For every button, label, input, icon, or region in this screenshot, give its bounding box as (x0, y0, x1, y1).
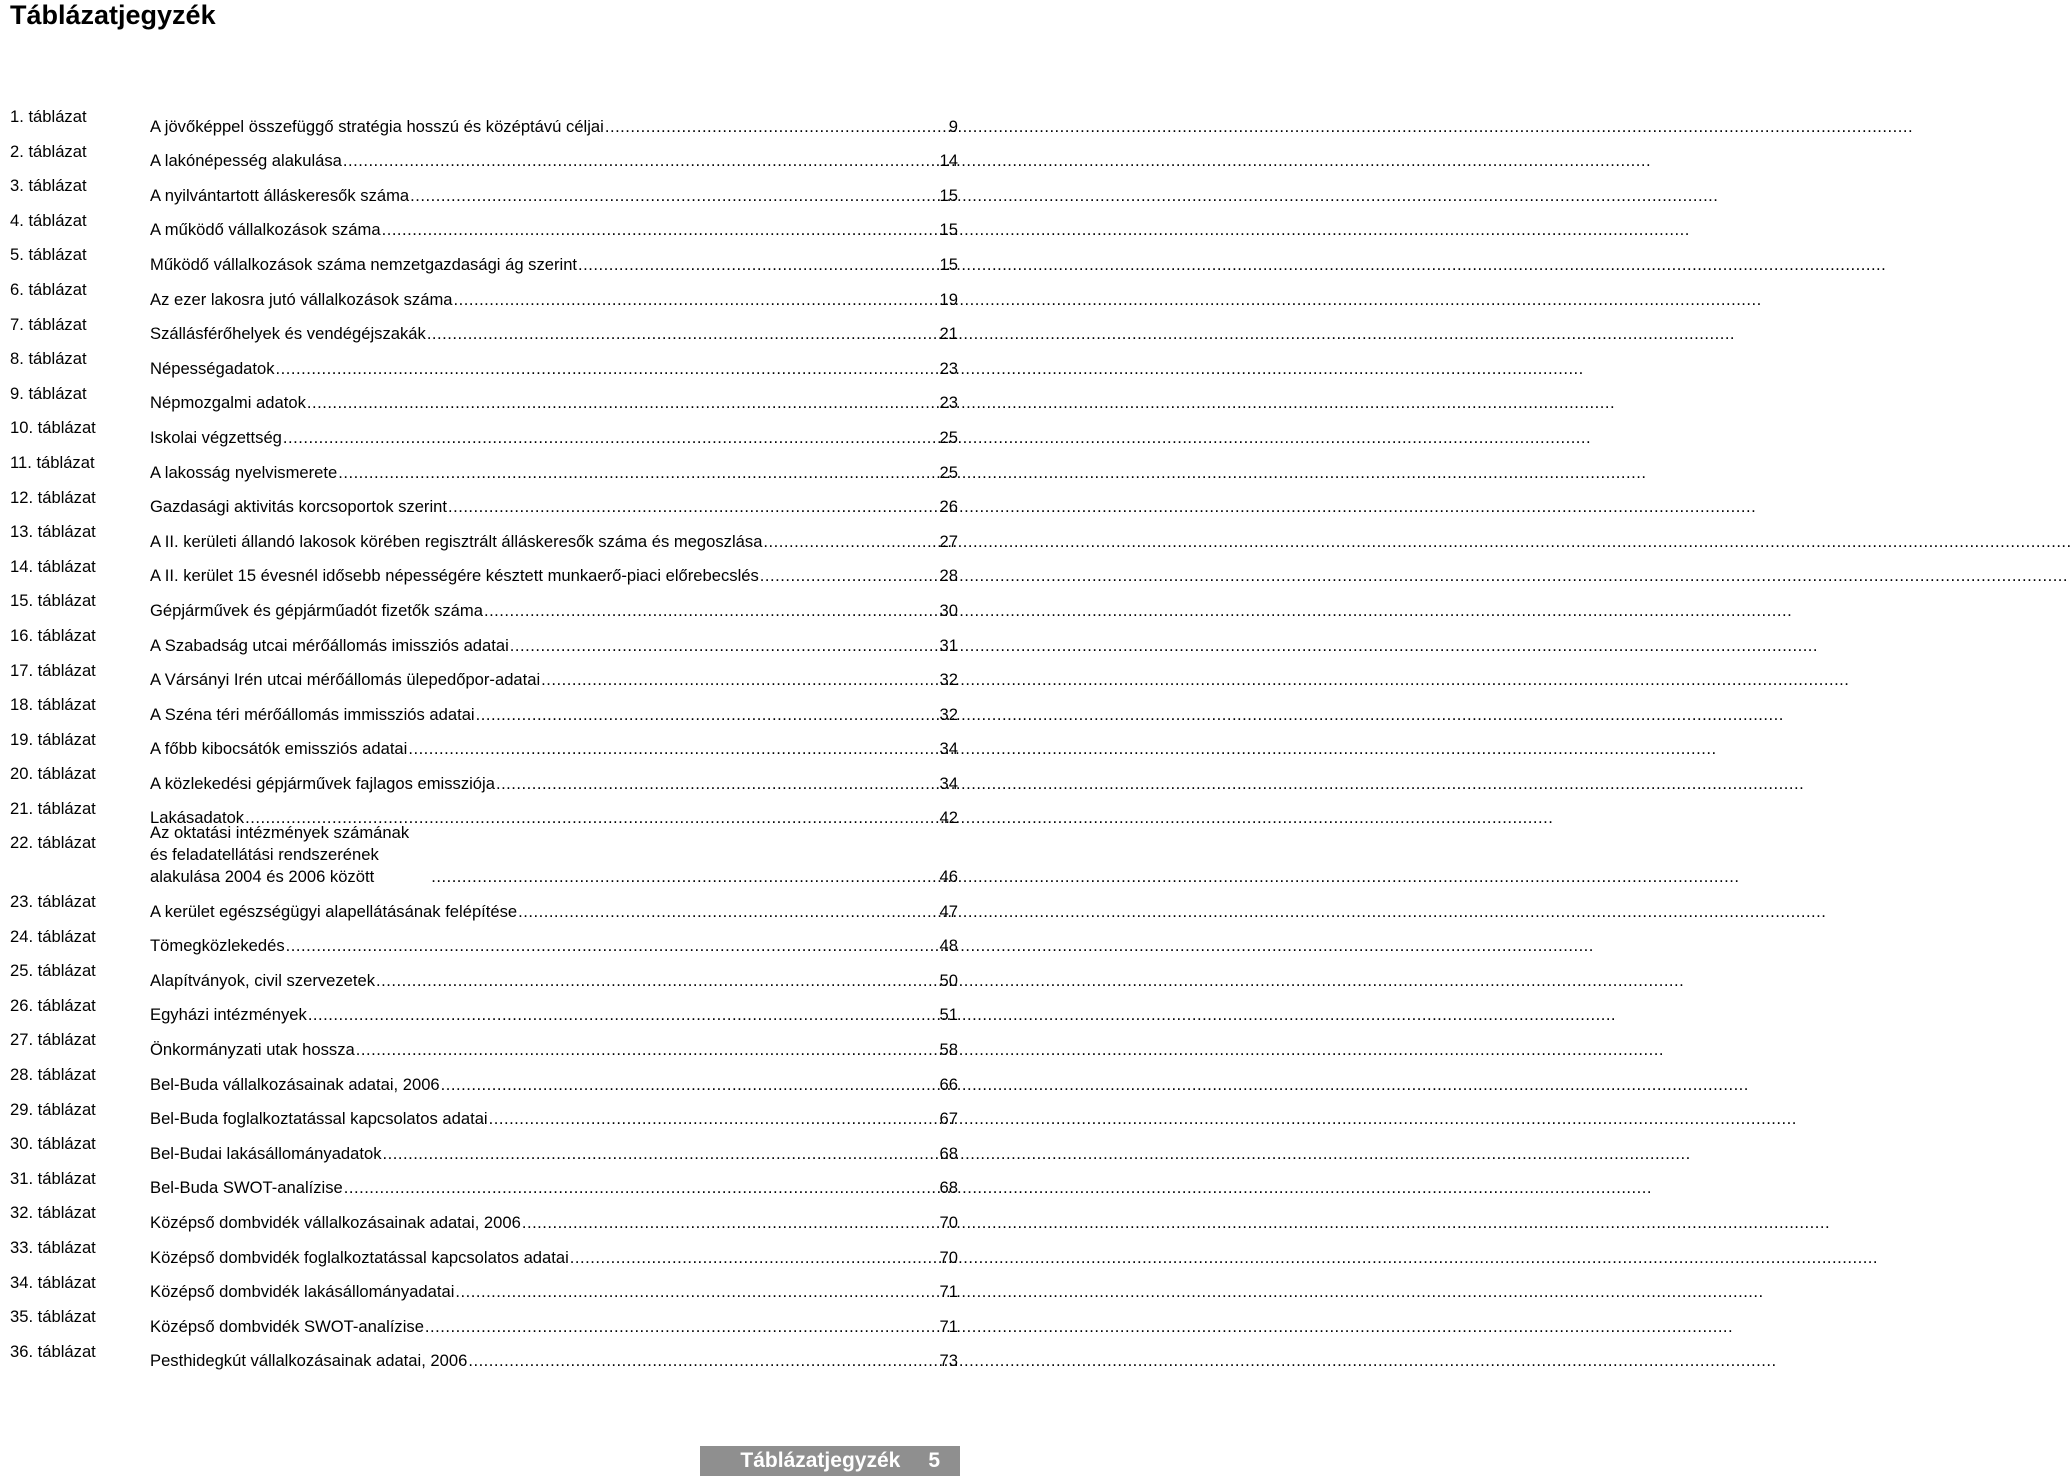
toc-entry-page: 34 (939, 739, 958, 759)
toc-entry-number: 32. táblázat (10, 1203, 96, 1223)
toc-entry-page: 47 (939, 901, 958, 921)
toc-dot-leader (408, 738, 939, 760)
toc-dot-leader (383, 1143, 940, 1165)
toc-entry-title: A jövőképpel összefüggő stratégia hosszú és középtávú céljai (150, 116, 604, 136)
toc-entry-number: 9. táblázat (10, 383, 87, 403)
toc-entry[interactable] (10, 345, 958, 380)
toc-entry[interactable] (10, 138, 958, 173)
toc-dot-leader (338, 462, 939, 484)
toc-entry-number: 13. táblázat (10, 522, 96, 542)
toc-entry-title: Tömegközlekedés (150, 936, 285, 956)
toc-dot-leader (425, 1316, 940, 1338)
toc-entry[interactable] (10, 923, 958, 958)
toc-dot-leader (484, 600, 940, 622)
toc-entry-number: 34. táblázat (10, 1272, 96, 1292)
toc-dot-leader (454, 289, 940, 311)
toc-entry[interactable] (10, 414, 958, 449)
toc-entry-title: Lakásadatok (150, 808, 245, 828)
toc-entry-page: 70 (939, 1212, 958, 1232)
toc-entry[interactable] (10, 380, 958, 415)
toc-entry-page: 14 (939, 151, 958, 171)
toc-dot-leader (605, 116, 949, 138)
toc-entry-number: 27. táblázat (10, 1030, 96, 1050)
toc-entry-title: Bel-Buda SWOT-analízise (150, 1178, 343, 1198)
toc-entry-title: Népmozgalmi adatok (150, 393, 306, 413)
toc-entry-number: 11. táblázat (10, 452, 95, 472)
toc-entry[interactable] (10, 888, 958, 923)
toc-entry-title: Az oktatási intézmények számának és feladatellátási rendszerének alakulása 2004 és 2006 között (150, 822, 410, 886)
page-title: Táblázatjegyzék (10, 0, 216, 30)
toc-entry-number: 7. táblázat (10, 314, 87, 334)
toc-entry[interactable] (10, 484, 958, 519)
toc-entry-number: 29. táblázat (10, 1099, 96, 1119)
footer-label: Táblázatjegyzék (740, 1449, 901, 1472)
toc-dot-leader (468, 1350, 939, 1372)
toc-entry-page: 48 (939, 936, 958, 956)
toc-entry-number: 24. táblázat (10, 926, 96, 946)
footer-page-number: 5 (928, 1449, 940, 1472)
toc-dot-leader (356, 1039, 940, 1061)
toc-entry-number: 12. táblázat (10, 487, 96, 507)
toc-entry-page: 71 (939, 1316, 958, 1336)
toc-dot-leader (518, 901, 939, 923)
toc-dot-leader (476, 704, 940, 726)
table-of-contents (10, 103, 958, 1372)
toc-entry[interactable] (10, 241, 958, 276)
toc-entry[interactable] (10, 726, 958, 761)
toc-entry-title: A Széna téri mérőállomás immissziós adatai (150, 704, 475, 724)
toc-entry[interactable] (10, 622, 958, 657)
toc-entry-title: Gazdasági aktivitás korcsoportok szerint (150, 497, 447, 517)
toc-entry-page: 19 (939, 289, 958, 309)
toc-entry[interactable] (10, 518, 958, 553)
toc-entry[interactable] (10, 1199, 958, 1234)
toc-dot-leader (578, 254, 939, 276)
toc-entry[interactable] (10, 657, 958, 692)
toc-entry-page: 66 (939, 1074, 958, 1094)
toc-entry-title: Gépjárművek és gépjárműadót fizetők száma (150, 600, 483, 620)
toc-entry[interactable] (10, 760, 958, 795)
toc-entry-number: 28. táblázat (10, 1064, 96, 1084)
toc-entry-title: A lakosság nyelvismerete (150, 462, 338, 482)
toc-dot-leader (410, 185, 939, 207)
toc-entry-number: 14. táblázat (10, 556, 96, 576)
toc-entry[interactable] (10, 311, 958, 346)
toc-dot-leader (344, 1177, 940, 1199)
toc-entry[interactable] (10, 207, 958, 242)
toc-entry-page: 15 (939, 185, 958, 205)
toc-entry-number: 17. táblázat (10, 660, 96, 680)
toc-entry-title: Szállásférőhelyek és vendégéjszakák (150, 324, 426, 344)
toc-entry-number: 18. táblázat (10, 695, 96, 715)
toc-entry-page: 71 (939, 1282, 958, 1302)
toc-entry-title: Önkormányzati utak hossza (150, 1039, 355, 1059)
toc-entry-page: 51 (939, 1005, 958, 1025)
toc-dot-leader (489, 1108, 940, 1130)
toc-entry-number: 6. táblázat (10, 279, 87, 299)
toc-entry-page: 73 (939, 1351, 958, 1371)
toc-entry-title: A II. kerületi állandó lakosok körében regisztrált álláskeresők száma és megoszlása (150, 531, 763, 551)
toc-entry-page: 23 (939, 358, 958, 378)
toc-entry-title: Egyházi intézmények (150, 1005, 307, 1025)
toc-entry-title: A Vársányi Irén utcai mérőállomás ülepedőpor-adatai (150, 670, 541, 690)
toc-entry-number: 2. táblázat (10, 141, 87, 161)
toc-entry-title: Alapítványok, civil szervezetek (150, 970, 376, 990)
toc-entry-number: 22. táblázat (10, 833, 96, 853)
toc-entry-page: 70 (939, 1247, 958, 1267)
toc-entry-title: Népességadatok (150, 358, 275, 378)
toc-entry[interactable] (10, 276, 958, 311)
toc-dot-leader (522, 1212, 940, 1234)
toc-entry-page: 25 (939, 462, 958, 482)
toc-dot-leader (763, 531, 939, 553)
toc-dot-leader (427, 323, 940, 345)
toc-entry-title: Iskolai végzettség (150, 427, 282, 447)
toc-entry-page: 32 (939, 704, 958, 724)
toc-entry-number: 36. táblázat (10, 1341, 96, 1361)
toc-dot-leader (510, 635, 940, 657)
toc-entry[interactable] (10, 1303, 958, 1338)
toc-entry-page: 68 (939, 1143, 958, 1163)
toc-entry-page: 34 (939, 773, 958, 793)
toc-entry[interactable] (10, 172, 958, 207)
toc-entry-title: Az ezer lakosra jutó vállalkozások száma (150, 289, 453, 309)
toc-entry-number: 33. táblázat (10, 1237, 96, 1257)
toc-dot-leader (570, 1247, 940, 1269)
toc-entry-page: 67 (939, 1109, 958, 1129)
toc-entry[interactable] (10, 1234, 958, 1269)
toc-entry-number: 19. táblázat (10, 729, 96, 749)
toc-entry[interactable] (10, 1096, 958, 1131)
toc-entry-title: Középső dombvidék foglalkoztatással kapcsolatos adatai (150, 1247, 569, 1267)
toc-entry-page: 28 (939, 566, 958, 586)
toc-entry-number: 35. táblázat (10, 1307, 96, 1327)
toc-entry-title: Középső dombvidék lakásállományadatai (150, 1282, 455, 1302)
toc-dot-leader (448, 496, 940, 518)
toc-entry-number: 30. táblázat (10, 1134, 96, 1154)
toc-entry-number: 31. táblázat (10, 1168, 96, 1188)
toc-dot-leader (283, 427, 940, 449)
toc-entry-title: A lakónépesség alakulása (150, 151, 342, 171)
toc-entry-number: 26. táblázat (10, 995, 96, 1015)
toc-entry-number: 5. táblázat (10, 245, 87, 265)
toc-entry-number: 1. táblázat (10, 107, 87, 126)
toc-entry[interactable] (10, 587, 958, 622)
toc-entry-page: 42 (939, 808, 958, 828)
toc-entry[interactable] (10, 103, 958, 138)
toc-dot-leader (276, 358, 940, 380)
toc-dot-leader (286, 935, 940, 957)
toc-entry-title: A Szabadság utcai mérőállomás imissziós adatai (150, 635, 509, 655)
toc-entry-title: Bel-Buda vállalkozásainak adatai, 2006 (150, 1074, 440, 1094)
toc-dot-leader (541, 669, 939, 691)
toc-entry-number: 15. táblázat (10, 591, 96, 611)
toc-entry[interactable] (10, 992, 958, 1027)
toc-dot-leader (308, 1004, 940, 1026)
toc-entry[interactable] (10, 1165, 958, 1200)
toc-entry-page: 58 (939, 1039, 958, 1059)
toc-entry-title: Középső dombvidék vállalkozásainak adatai, 2006 (150, 1212, 521, 1232)
toc-entry-number: 3. táblázat (10, 176, 87, 196)
toc-entry-number: 20. táblázat (10, 764, 96, 784)
toc-entry-page: 25 (939, 427, 958, 447)
toc-entry-page: 27 (939, 531, 958, 551)
toc-entry-number: 23. táblázat (10, 891, 96, 911)
toc-entry-title: A főbb kibocsátók emissziós adatai (150, 739, 408, 759)
toc-entry-page: 46 (939, 866, 958, 886)
toc-dot-leader (431, 866, 939, 888)
toc-entry-title: A közlekedési gépjárművek fajlagos emissziója (150, 773, 495, 793)
toc-dot-leader (496, 773, 940, 795)
toc-entry-number: 4. táblázat (10, 210, 87, 230)
toc-entry[interactable] (10, 1130, 958, 1165)
toc-entry-page: 15 (939, 254, 958, 274)
toc-entry-title: A II. kerület 15 évesnél idősebb népességére késztett munkaerő-piaci előrebecslés (150, 566, 759, 586)
toc-entry-page: 23 (939, 393, 958, 413)
toc-entry-number: 25. táblázat (10, 961, 96, 981)
toc-entry-page: 32 (939, 670, 958, 690)
toc-entry-page: 30 (939, 600, 958, 620)
toc-dot-leader (455, 1281, 939, 1303)
toc-entry-page: 31 (939, 635, 958, 655)
toc-entry-title: Középső dombvidék SWOT-analízise (150, 1316, 424, 1336)
toc-entry-page: 15 (939, 220, 958, 240)
toc-dot-leader (760, 565, 940, 587)
toc-entry[interactable] (10, 553, 958, 588)
toc-dot-leader (376, 970, 940, 992)
toc-dot-leader (441, 1074, 940, 1096)
toc-entry-title: A működő vállalkozások száma (150, 220, 381, 240)
toc-entry[interactable] (10, 449, 958, 484)
toc-entry-title: Bel-Budai lakásállományadatok (150, 1143, 382, 1163)
toc-entry-number: 16. táblázat (10, 625, 96, 645)
toc-dot-leader (382, 219, 940, 241)
toc-entry-number: 8. táblázat (10, 349, 87, 369)
toc-entry-title: Pesthidegkút vállalkozásainak adatai, 2006 (150, 1351, 468, 1371)
toc-dot-leader (343, 150, 940, 172)
toc-entry-title: A kerület egészségügyi alapellátásának felépítése (150, 901, 518, 921)
toc-entry-title: A nyilvántartott álláskeresők száma (150, 185, 410, 205)
page-footer (700, 1446, 960, 1476)
toc-entry[interactable] (10, 1026, 958, 1061)
toc-entry[interactable] (10, 1061, 958, 1096)
toc-dot-leader (307, 392, 940, 414)
toc-entry-title: Bel-Buda foglalkoztatással kapcsolatos adatai (150, 1109, 488, 1129)
toc-entry-page: 21 (939, 324, 958, 344)
toc-entry-number: 21. táblázat (10, 798, 96, 818)
toc-entry[interactable] (10, 691, 958, 726)
toc-entry[interactable] (10, 822, 958, 888)
toc-entry[interactable] (10, 1338, 958, 1373)
toc-entry-page: 50 (939, 970, 958, 990)
toc-entry[interactable] (10, 1269, 958, 1304)
toc-entry-page: 9 (948, 116, 958, 136)
toc-entry-number: 10. táblázat (10, 418, 96, 438)
toc-entry-page: 68 (939, 1178, 958, 1198)
toc-entry-page: 26 (939, 497, 958, 517)
toc-entry[interactable] (10, 957, 958, 992)
toc-entry-title: Működő vállalkozások száma nemzetgazdasági ág szerint (150, 254, 578, 274)
